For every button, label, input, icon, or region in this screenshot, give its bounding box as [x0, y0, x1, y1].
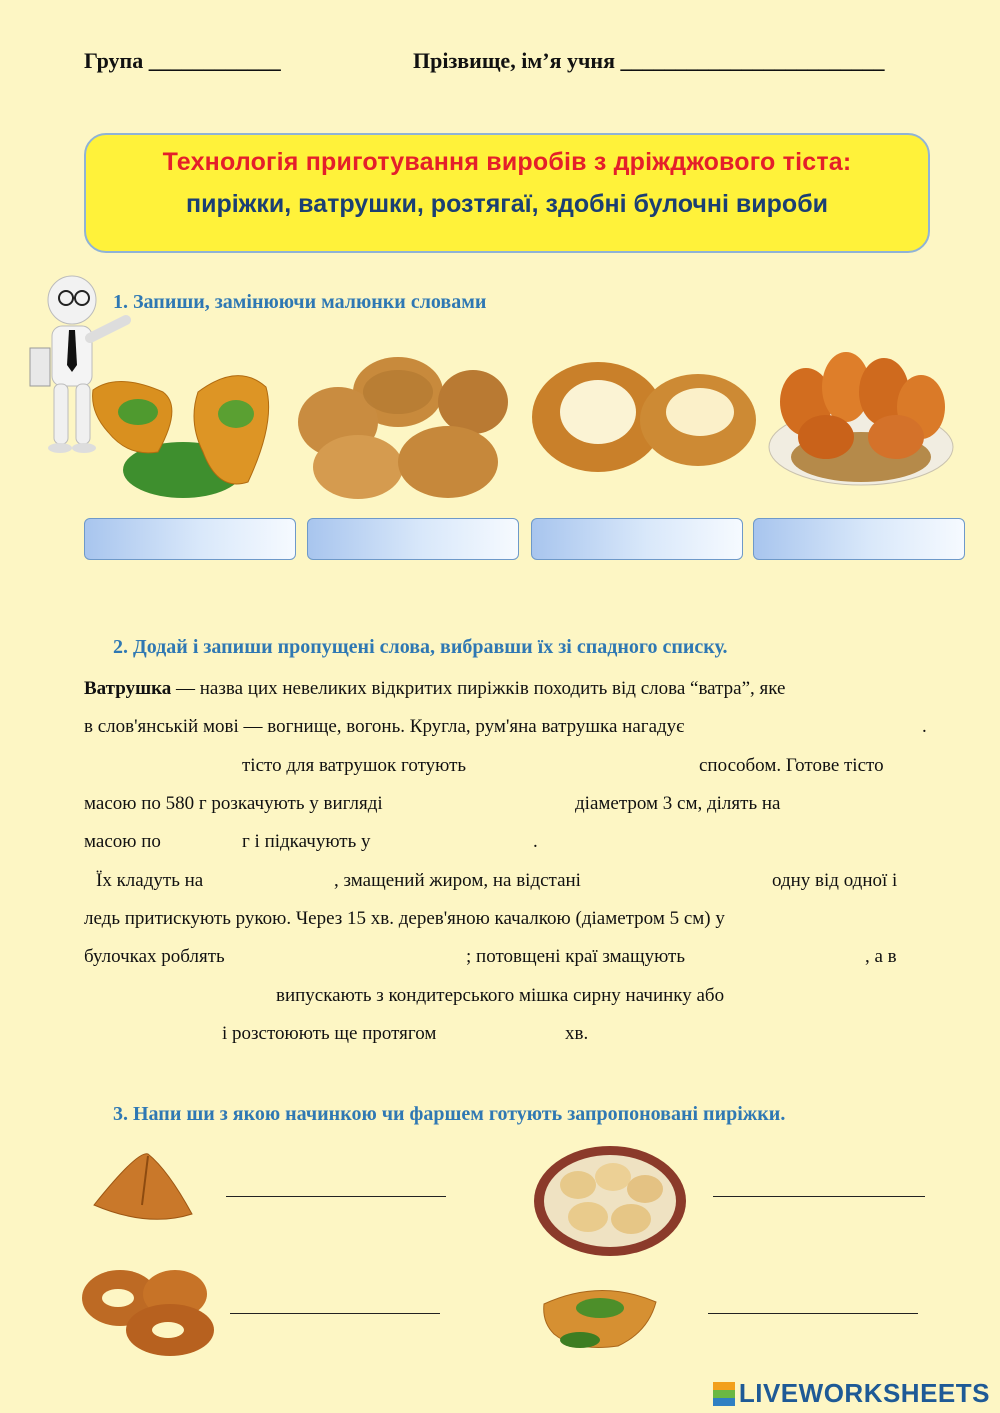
text-line-10b: хв.	[565, 1023, 589, 1044]
answer-line-3[interactable]	[230, 1313, 440, 1314]
pies-on-plate-image	[533, 1145, 688, 1257]
text-line-4a: масою по 580 г розкачують у вигляді	[84, 793, 383, 814]
answer-box-4[interactable]	[753, 518, 965, 560]
text-line-5b: г і підкачують у	[242, 831, 371, 852]
text-line-2a: в слов'янській мові — вогнище, вогонь. Кругла, рум'яна ватрушка нагадує	[84, 716, 685, 737]
open-pie-with-greens-image	[540, 1282, 662, 1354]
task1-heading: 1. Запиши, замінюючи малюнки словами	[113, 291, 487, 313]
text-line-7: ледь притискують рукою. Через 15 хв. дерев'яною качалкою (діаметром 5 см) у	[84, 908, 725, 929]
text-line-8c: , а в	[865, 946, 897, 967]
text-line-10a: і розстоюють ще протягом	[222, 1023, 437, 1044]
text-line-6c: одну від одної і	[772, 870, 898, 891]
text-line-8b: ; потовщені краї змащують	[466, 946, 686, 967]
text-line-4b: діаметром 3 см, ділять на	[575, 793, 781, 814]
text-line-5a: масою по	[84, 831, 161, 852]
vatrushki-image	[528, 352, 758, 477]
text-line-1-rest: — назва цих невеликих відкритих пиріжків походить від слова “ватра”, яке	[171, 678, 786, 699]
answer-line-1[interactable]	[226, 1196, 446, 1197]
text-line-2b: .	[922, 716, 927, 737]
text-line-1	[84, 678, 785, 700]
text-line-3a: тісто для ватрушок готують	[242, 755, 467, 776]
triangle-pie-image	[88, 1150, 196, 1228]
title-box	[84, 133, 930, 253]
liveworksheets-logo-text: LIVEWORKSHEETS	[738, 1378, 990, 1408]
task3-heading: 3. Напи ши з якою начинкою чи фаршем готують запропоновані пиріжки.	[113, 1103, 786, 1125]
pies-in-basket-image	[766, 342, 956, 487]
sweet-buns-image	[298, 352, 508, 502]
answer-box-2[interactable]	[307, 518, 519, 560]
title-line-2: пиріжки, ватрушки, розтягаї, здобні булочні вироби	[185, 190, 829, 218]
text-line-8a: булочках роблять	[84, 946, 225, 967]
title-line-1: Технологія приготування виробів з дріжджового тіста:	[162, 148, 852, 176]
text-line-9: випускають з кондитерського мішка сирну начинку або	[276, 985, 725, 1006]
text-line-5c: .	[533, 831, 538, 852]
liveworksheets-logo	[713, 1378, 990, 1409]
answer-box-1[interactable]	[84, 518, 296, 560]
group-field-label: Група ____________	[84, 48, 281, 73]
twisted-buns-image	[70, 1258, 220, 1358]
liveworksheets-logo-icon	[713, 1382, 735, 1406]
answer-box-3[interactable]	[531, 518, 743, 560]
text-line-6a: Їх кладуть на	[96, 870, 204, 891]
pirozhki-open-image	[88, 352, 278, 502]
student-name-label: Прізвище, ім’я учня ________________________	[413, 48, 885, 73]
answer-line-4[interactable]	[708, 1313, 918, 1314]
text-line-6b: , змащений жиром, на відстані	[334, 870, 581, 891]
vatrushka-term: Ватрушка	[84, 678, 172, 699]
text-line-3b: способом. Готове тісто	[699, 755, 884, 776]
task2-heading: 2. Додай і запиши пропущені слова, вибравши їх зі спадного списку.	[113, 636, 728, 658]
answer-line-2[interactable]	[713, 1196, 925, 1197]
